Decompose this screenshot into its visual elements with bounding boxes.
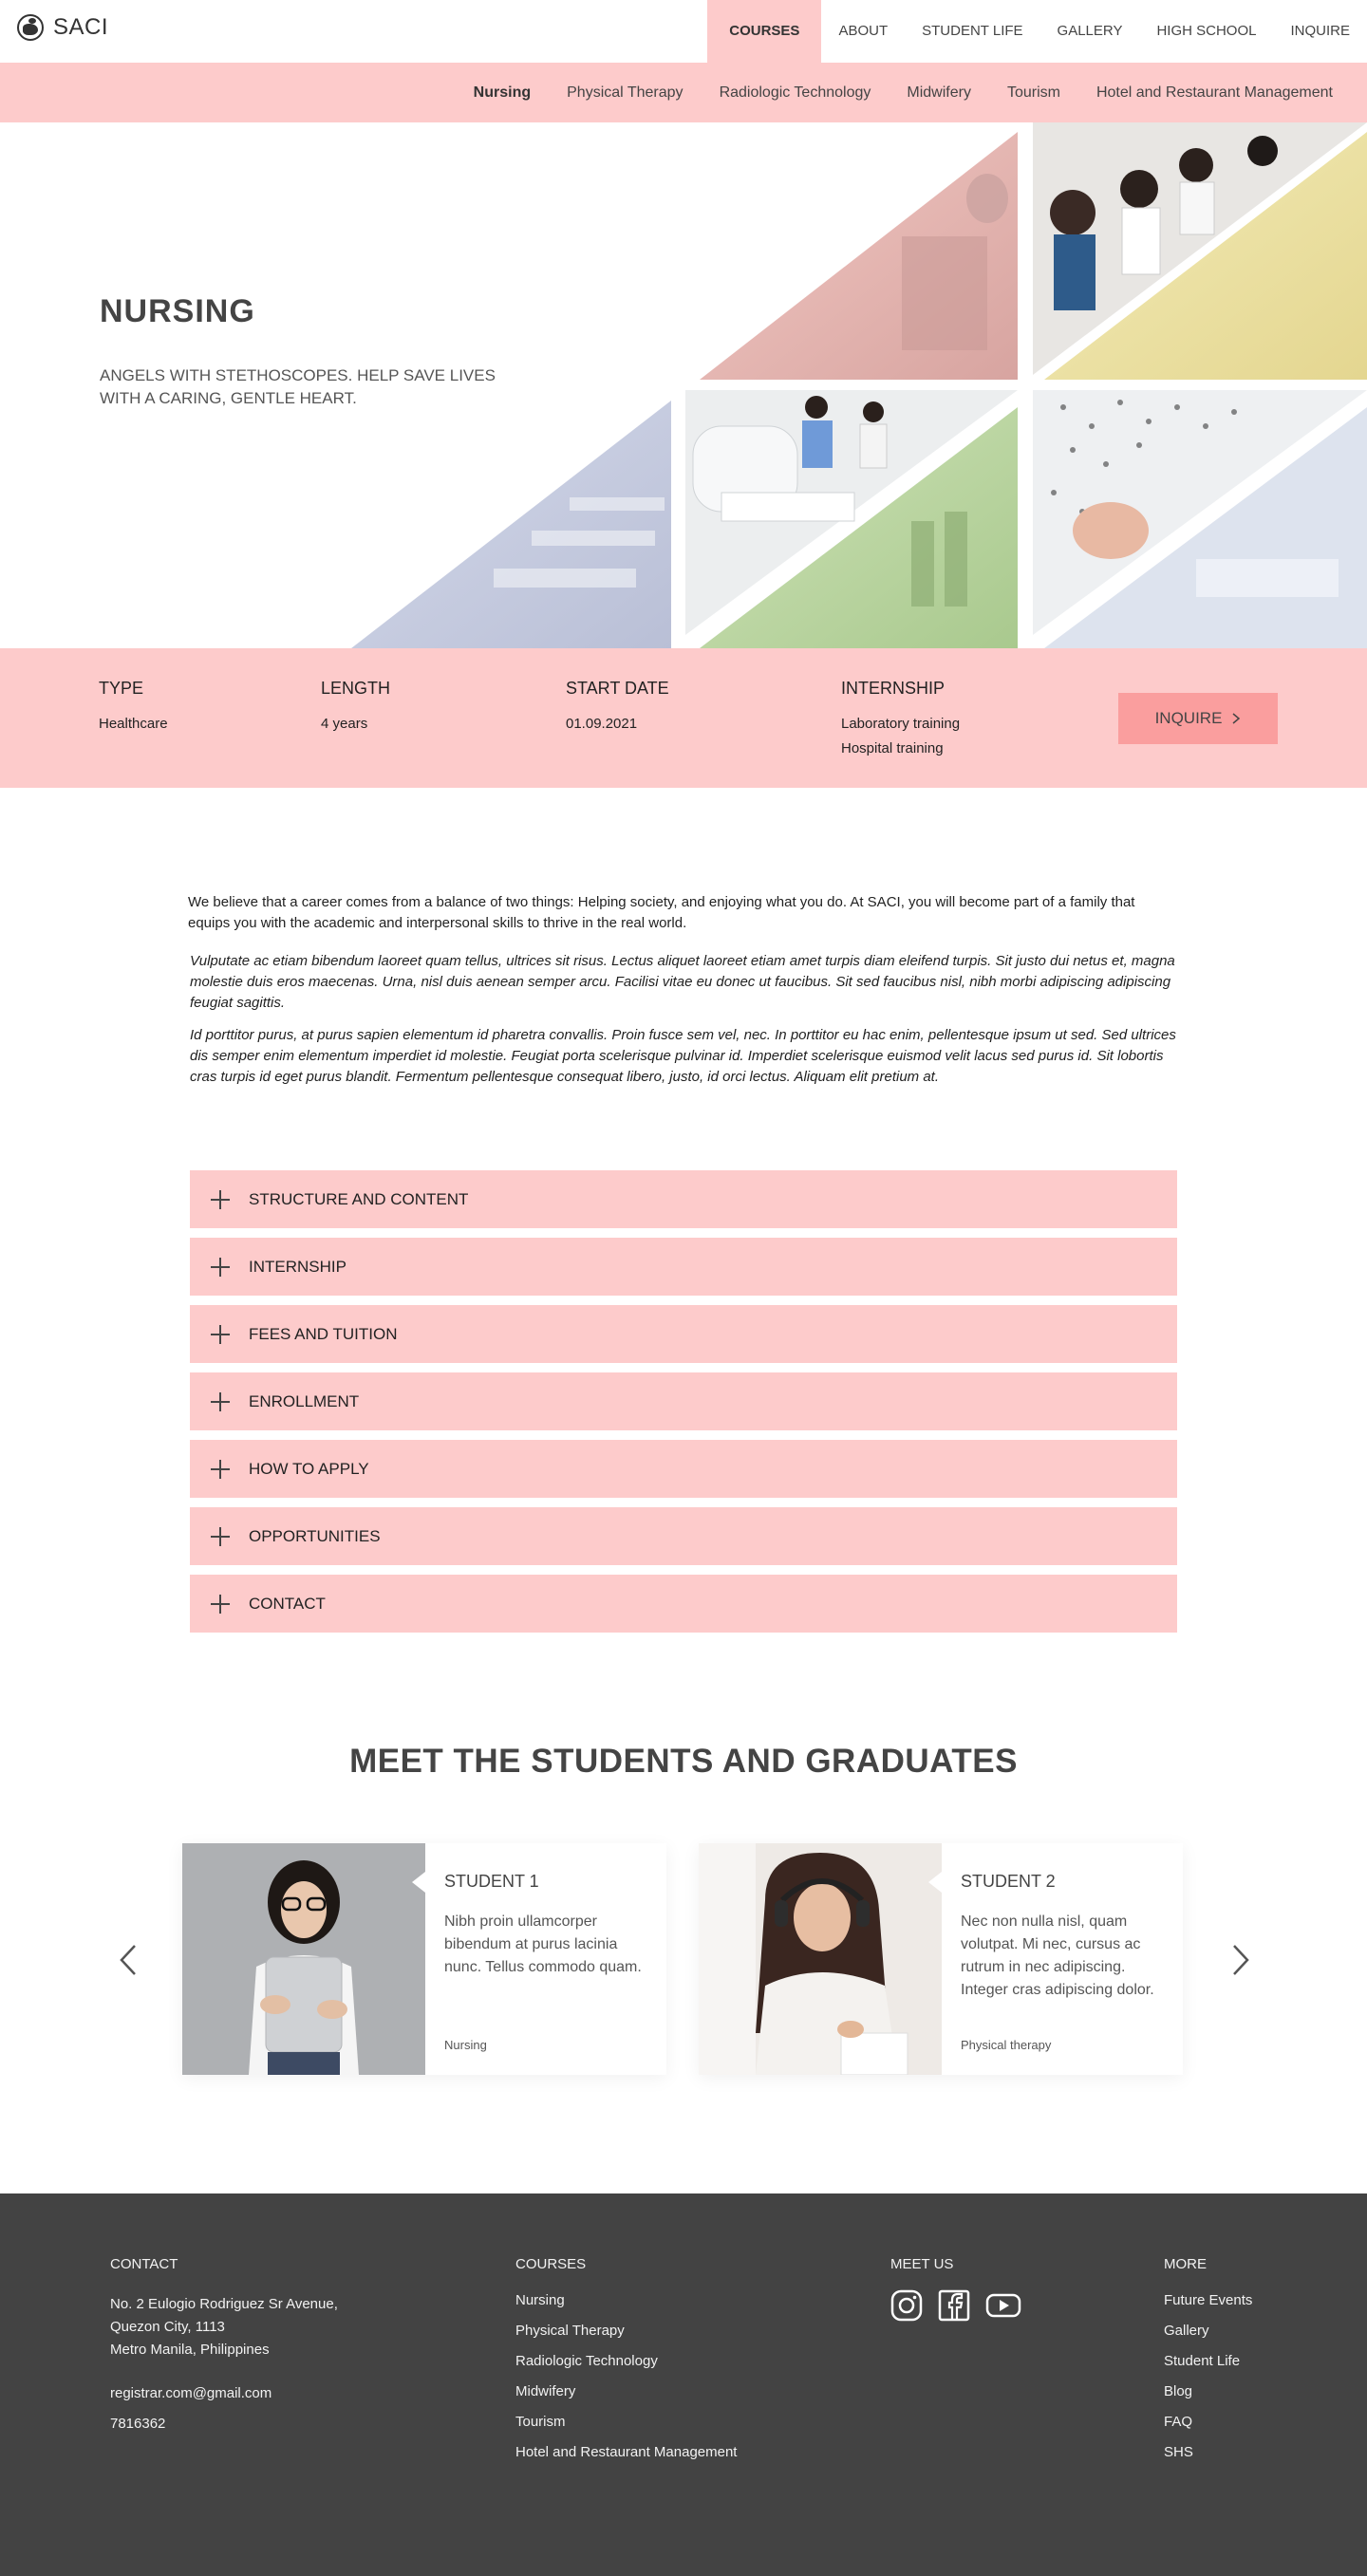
intro-text: We believe that a career comes from a balance of two things: Helping society, and enjoying what you do. At SACI, you will become part of a family that equips you with the academic and interpersonal skills to thrive in the real world. <box>188 894 1135 931</box>
card-notch <box>412 1872 425 1893</box>
body-paragraph-2: Id porttitor purus, at purus sapien elementum id pharetra convallis. Proin fusce sem vel, nec. In porttitor eu hac enim, pellentesque ipsum ut sed. Sed ultrices dis semper enim elementum imperdiet id molestie. Feugiat porta scelerisque pulvinar id. Imperdiet scelerisque euismod velit lacus sed purus id. Sit lobortis cras turpis id eget purus blandit. Fermentum pellentesque consequat libero, justo, id orci lectus. Aliquam elit pretium at. <box>190 1027 1176 1085</box>
footer-address-line-1: No. 2 Eulogio Rodriguez Sr Avenue, <box>110 2296 338 2312</box>
youtube-icon[interactable] <box>985 2289 1021 2326</box>
logo[interactable] <box>17 14 108 41</box>
type-value: Healthcare <box>99 716 168 732</box>
footer-link-gallery[interactable]: Gallery <box>1164 2323 1209 2339</box>
hero-photo-students <box>1033 122 1367 380</box>
nav-high-school[interactable]: HIGH SCHOOL <box>1156 23 1257 39</box>
internship-label: INTERNSHIP <box>841 679 946 698</box>
accordion-contact[interactable] <box>190 1575 1177 1633</box>
nav-student-life[interactable]: STUDENT LIFE <box>922 23 1023 39</box>
footer-link-future-events[interactable]: Future Events <box>1164 2292 1253 2308</box>
subnav-hotel-restaurant[interactable]: Hotel and Restaurant Management <box>1095 84 1333 101</box>
plus-icon <box>190 1440 249 1498</box>
card-notch <box>928 1872 942 1893</box>
social-links <box>890 2289 1021 2326</box>
accordion-label: STRUCTURE AND CONTENT <box>249 1189 469 1208</box>
footer-link-tourism[interactable]: Tourism <box>515 2414 566 2430</box>
footer-courses <box>515 2256 737 2468</box>
course-accordion <box>190 1170 1177 1642</box>
footer-link-radiologic-technology[interactable]: Radiologic Technology <box>515 2353 658 2369</box>
footer-address-line-3: Metro Manila, Philippines <box>110 2342 270 2358</box>
accordion-enrollment[interactable] <box>190 1372 1177 1430</box>
internship-value-2: Hospital training <box>841 740 944 756</box>
student-2-name: STUDENT 2 <box>961 1872 1056 1891</box>
hero-photo-mri <box>685 390 1018 648</box>
accordion-label: OPPORTUNITIES <box>249 1526 381 1545</box>
footer-meet-us <box>890 2256 1021 2326</box>
main-nav <box>707 0 1367 63</box>
student-2-body <box>942 1843 1183 2075</box>
subnav-midwifery[interactable]: Midwifery <box>907 84 971 101</box>
footer-meet-heading: MEET US <box>890 2256 954 2272</box>
course-subnav <box>0 63 1367 122</box>
accordion-label: HOW TO APPLY <box>249 1459 369 1478</box>
footer-phone[interactable]: 7816362 <box>110 2416 166 2432</box>
page-title: NURSING <box>100 293 255 329</box>
students-section-title: MEET THE STUDENTS AND GRADUATES <box>349 1743 1018 1780</box>
hero-photo-hands <box>700 132 1018 380</box>
student-card-2[interactable] <box>699 1843 1183 2075</box>
footer-link-physical-therapy[interactable]: Physical Therapy <box>515 2323 625 2339</box>
hero-collage <box>0 122 1367 648</box>
student-1-course: Nursing <box>444 2038 487 2052</box>
nav-gallery[interactable]: GALLERY <box>1057 23 1123 39</box>
plus-icon <box>190 1507 249 1565</box>
plus-icon <box>190 1372 249 1430</box>
student-2-course: Physical therapy <box>961 2038 1052 2052</box>
carousel-next-button[interactable] <box>1225 1936 1259 1984</box>
accordion-fees-tuition[interactable] <box>190 1305 1177 1363</box>
info-length <box>321 679 390 737</box>
info-start-date <box>566 679 669 737</box>
plus-icon <box>190 1170 249 1228</box>
plus-icon <box>190 1575 249 1633</box>
footer-link-hotel-restaurant[interactable]: Hotel and Restaurant Management <box>515 2444 738 2460</box>
chevron-right-icon <box>1225 1936 1259 1984</box>
accordion-opportunities[interactable] <box>190 1507 1177 1565</box>
type-label: TYPE <box>99 679 144 698</box>
length-label: LENGTH <box>321 679 391 698</box>
student-1-body <box>425 1843 666 2075</box>
nav-courses[interactable]: COURSES <box>707 0 821 63</box>
chevron-left-icon <box>110 1936 144 1984</box>
top-bar <box>0 0 1367 63</box>
footer-more-heading: MORE <box>1164 2256 1207 2272</box>
inquire-button[interactable] <box>1118 693 1278 744</box>
footer-link-shs[interactable]: SHS <box>1164 2444 1193 2460</box>
chevron-right-icon <box>1231 713 1241 724</box>
nav-about[interactable]: ABOUT <box>838 23 889 39</box>
student-1-name: STUDENT 1 <box>444 1872 539 1891</box>
footer-link-midwifery[interactable]: Midwifery <box>515 2383 576 2399</box>
subnav-nursing[interactable]: Nursing <box>473 84 532 101</box>
student-2-photo <box>699 1843 942 2075</box>
globe-icon <box>17 14 44 41</box>
subnav-physical-therapy[interactable]: Physical Therapy <box>567 84 684 101</box>
length-value: 4 years <box>321 716 368 732</box>
accordion-label: ENROLLMENT <box>249 1391 360 1410</box>
student-card-1[interactable] <box>182 1843 666 2075</box>
student-2-quote: Nec non nulla nisl, quam volutpat. Mi nec, cursus ac rutrum in nec adipiscing. Integer cras adipiscing dolor. <box>961 1913 1154 1998</box>
hero-section <box>0 122 1367 648</box>
facebook-icon[interactable] <box>938 2289 970 2326</box>
student-1-quote: Nibh proin ullamcorper bibendum at purus lacinia nunc. Tellus commodo quam. <box>444 1913 642 1975</box>
info-internship <box>841 679 960 761</box>
footer-address-line-2: Quezon City, 1113 <box>110 2319 225 2335</box>
footer-link-student-life[interactable]: Student Life <box>1164 2353 1241 2369</box>
plus-icon <box>190 1238 249 1296</box>
carousel-prev-button[interactable] <box>110 1936 144 1984</box>
start-date-label: START DATE <box>566 679 669 698</box>
accordion-label: FEES AND TUITION <box>249 1324 398 1343</box>
instagram-icon[interactable] <box>890 2289 923 2326</box>
subnav-tourism[interactable]: Tourism <box>1006 84 1060 101</box>
footer-link-nursing[interactable]: Nursing <box>515 2292 565 2308</box>
inquire-button-label: INQUIRE <box>1154 709 1223 727</box>
footer-link-blog[interactable]: Blog <box>1164 2383 1193 2399</box>
footer-courses-heading: COURSES <box>515 2256 587 2272</box>
subnav-radiologic-technology[interactable]: Radiologic Technology <box>719 84 871 101</box>
plus-icon <box>190 1305 249 1363</box>
footer-contact-heading: CONTACT <box>110 2256 178 2272</box>
hero-photo-beds <box>351 401 671 648</box>
brand-name: SACI <box>53 14 109 40</box>
course-info-band <box>0 648 1367 788</box>
body-paragraph-1: Vulputate ac etiam bibendum laoreet quam tellus, ultrices sit risus. Lectus aliquet laoreet etiam amet turpis diam eleifend turpis. Sit justo dui netus et, magna molestie duis eros maecenas. Urna, nisl duis aenean semper arcu. Facilisi vitae eu donec ut faucibus. Sit sed faucibus nisl, nibh morbi adipiscing adipiscing feugiat sagittis. <box>190 953 1175 1011</box>
footer-link-faq[interactable]: FAQ <box>1164 2414 1193 2430</box>
hero-subtitle: ANGELS WITH STETHOSCOPES. HELP SAVE LIVES WITH A CARING, GENTLE HEART. <box>100 366 496 407</box>
hero-photo-baby <box>1033 390 1367 648</box>
internship-value-1: Laboratory training <box>841 716 961 732</box>
footer-email[interactable]: registrar.com@gmail.com <box>110 2385 272 2401</box>
nav-inquire[interactable]: INQUIRE <box>1290 23 1350 39</box>
footer-contact <box>110 2256 338 2436</box>
accordion-how-to-apply[interactable] <box>190 1440 1177 1498</box>
footer-more <box>1164 2256 1252 2468</box>
accordion-label: INTERNSHIP <box>249 1257 346 1276</box>
info-type <box>99 679 168 737</box>
footer <box>0 2193 1367 2576</box>
start-date-value: 01.09.2021 <box>566 716 638 732</box>
accordion-internship[interactable] <box>190 1238 1177 1296</box>
accordion-structure-content[interactable] <box>190 1170 1177 1228</box>
accordion-label: CONTACT <box>249 1594 326 1613</box>
student-1-photo <box>182 1843 425 2075</box>
